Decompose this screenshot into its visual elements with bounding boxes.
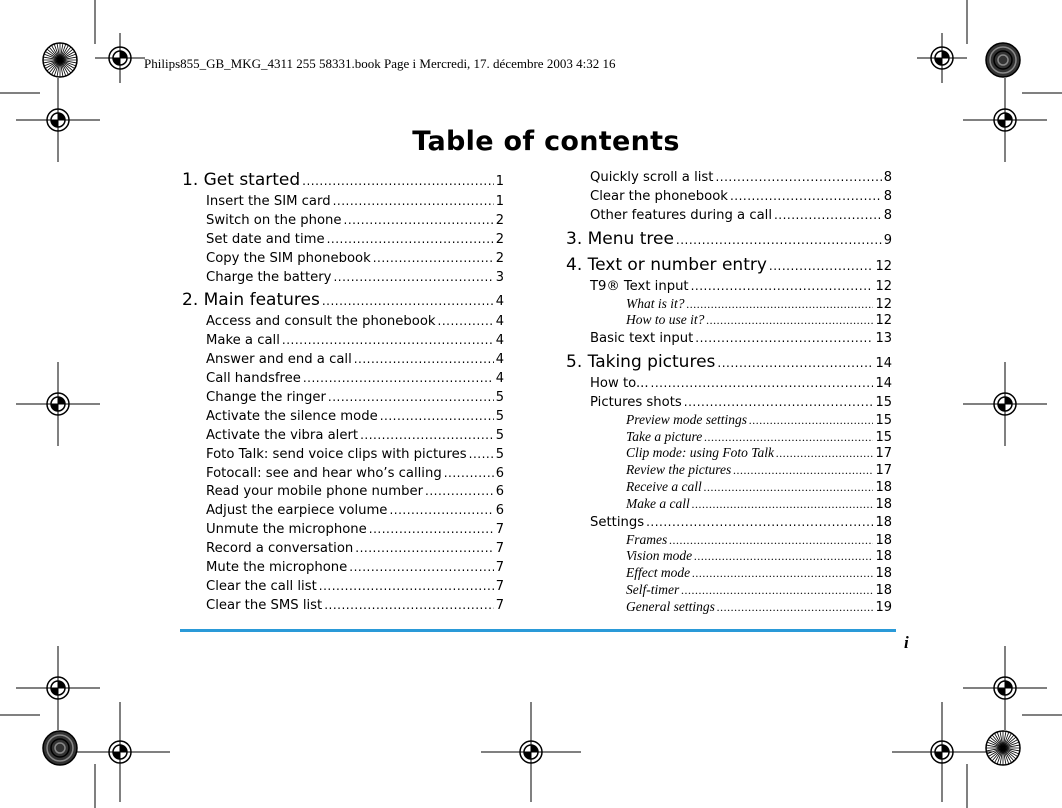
toc-entry[interactable]: [566, 479, 892, 496]
toc-entry-title: Answer and end a call: [206, 352, 352, 368]
toc-entry-page: 2: [495, 212, 504, 228]
toc-entry-title: Record a conversation: [206, 541, 354, 557]
registration-mark-icon: [70, 702, 170, 802]
footer-rule: [180, 629, 896, 632]
toc-entry-page: 1: [495, 174, 504, 189]
toc-entry-title: Switch on the phone: [206, 212, 342, 228]
star-target-icon: [43, 43, 77, 77]
registration-mark-icon: [16, 646, 100, 730]
toc-entry-page: 15: [875, 429, 892, 445]
toc-entry-page: 5: [495, 390, 504, 406]
toc-entry[interactable]: [182, 268, 504, 287]
toc-entry-page: 14: [875, 376, 892, 392]
toc-entry-title: How to use it?: [626, 312, 705, 328]
toc-entry[interactable]: [182, 369, 504, 388]
toc-entry-title: Frames: [626, 531, 668, 547]
dot-leader: [774, 206, 882, 225]
dot-leader: [717, 599, 874, 616]
toc-entry-page: 12: [875, 278, 892, 294]
toc-entry-title: Take a picture: [626, 428, 703, 444]
toc-entry[interactable]: [566, 350, 892, 374]
toc-entry-page: 5: [495, 446, 504, 462]
toc-entry-title: Make a call: [626, 495, 690, 511]
toc-entry-page: 4: [495, 352, 504, 368]
dot-leader: [328, 388, 494, 407]
toc-entry[interactable]: [182, 520, 504, 539]
toc-entry-title: Self-timer: [626, 581, 680, 597]
toc-entry[interactable]: [566, 393, 892, 412]
dot-leader: [302, 169, 494, 193]
toc-entry-title: What is it?: [626, 295, 685, 311]
toc-entry[interactable]: [182, 539, 504, 558]
toc-entry[interactable]: [566, 548, 892, 565]
dot-leader: [319, 577, 494, 596]
toc-entry-page: 3: [495, 269, 504, 285]
toc-entry[interactable]: [182, 577, 504, 596]
toc-entry-title: Copy the SIM phonebook: [206, 250, 371, 266]
dot-leader: [695, 329, 873, 348]
toc-entry[interactable]: [566, 277, 892, 296]
dot-leader: [389, 501, 493, 520]
dot-leader: [425, 482, 494, 501]
toc-entry-title: Charge the battery: [206, 269, 332, 285]
toc-entry-title: Quickly scroll a list: [590, 170, 714, 185]
toc-entry[interactable]: [182, 331, 504, 350]
toc-entry[interactable]: [182, 168, 504, 192]
dot-leader: [282, 331, 494, 350]
registration-mark-icon: [892, 702, 992, 802]
toc-entry[interactable]: [182, 192, 504, 211]
toc-entry[interactable]: [182, 388, 504, 407]
toc-entry[interactable]: [182, 464, 504, 483]
toc-entry-title: 1. Get started: [182, 170, 301, 190]
toc-entry-page: 17: [875, 446, 892, 462]
toc-entry-page: 12: [875, 296, 892, 312]
toc-entry[interactable]: [566, 296, 892, 313]
toc-entry-page: 7: [495, 597, 504, 613]
toc-entry[interactable]: [566, 565, 892, 582]
toc-entry-page: 9: [883, 232, 892, 248]
toc-entry[interactable]: [182, 350, 504, 369]
toc-entry-title: Mute the microphone: [206, 560, 348, 576]
toc-entry-title: Vision mode: [626, 548, 693, 564]
toc-entry-page: 4: [495, 294, 504, 310]
toc-entry-title: Fotocall: see and hear who’s calling: [206, 465, 442, 481]
toc-entry-page: 13: [875, 331, 892, 347]
toc-entry-title: Unmute the microphone: [206, 522, 367, 538]
dot-leader: [355, 539, 493, 558]
toc-entry[interactable]: [182, 426, 504, 445]
toc-entry-title: Effect mode: [626, 565, 691, 581]
toc-entry-page: 18: [875, 532, 892, 548]
toc-entry[interactable]: [182, 407, 504, 426]
dot-leader: [684, 393, 874, 412]
registration-mark-icon: [16, 362, 100, 446]
dot-leader: [687, 296, 874, 313]
toc-entry[interactable]: [566, 532, 892, 549]
toc-entry[interactable]: [182, 211, 504, 230]
registration-mark-icon: [481, 702, 581, 802]
toc-entry[interactable]: [182, 249, 504, 268]
toc-entry-title: 4. Text or number entry: [566, 254, 767, 275]
toc-entry[interactable]: [566, 187, 892, 206]
toc-entry[interactable]: [182, 312, 504, 331]
toc-entry-page: 19: [875, 599, 892, 615]
pattern-target-icon: [986, 43, 1020, 77]
dot-leader: [704, 429, 873, 446]
toc-entry[interactable]: [566, 168, 892, 187]
toc-entry-title: Review the pictures: [626, 462, 732, 478]
toc-entry[interactable]: [566, 496, 892, 513]
dot-leader: [322, 289, 494, 313]
dot-leader: [730, 187, 882, 206]
toc-entry[interactable]: [566, 412, 892, 429]
toc-entry-page: 4: [495, 371, 504, 387]
toc-entry[interactable]: [182, 230, 504, 249]
toc-entry[interactable]: [182, 558, 504, 577]
toc-entry-page: 7: [495, 560, 504, 576]
toc-entry-title: Foto Talk: send voice clips with pictures: [206, 446, 467, 462]
toc-entry[interactable]: [182, 501, 504, 520]
toc-entry-title: Clear the phonebook: [590, 188, 728, 204]
toc-entry-title: Set date and time: [206, 231, 325, 247]
dot-leader: [369, 520, 494, 539]
dot-leader: [733, 462, 873, 479]
registration-mark-icon: [963, 362, 1047, 446]
dot-leader: [651, 374, 874, 393]
toc-entry-title: Preview mode settings: [626, 411, 747, 427]
dot-leader: [344, 211, 494, 230]
toc-entry-title: Call handsfree: [206, 371, 301, 387]
toc-entry[interactable]: [566, 429, 892, 446]
dot-leader: [691, 277, 874, 296]
toc-entry-title: Adjust the earpiece volume: [206, 503, 388, 519]
toc-entry-title: Read your mobile phone number: [206, 484, 424, 500]
toc-entry-page: 12: [875, 258, 892, 274]
toc-entry[interactable]: [182, 482, 504, 501]
toc-entry-page: 2: [495, 250, 504, 266]
toc-entry-page: 7: [495, 541, 504, 557]
toc-right-column: [566, 168, 892, 615]
toc-entry-page: 8: [883, 207, 892, 223]
toc-entry-title: T9® Text input: [590, 278, 689, 294]
dot-leader: [692, 565, 873, 582]
toc-entry-page: 6: [495, 465, 504, 481]
toc-entry-page: 18: [875, 480, 892, 496]
dot-leader: [692, 496, 874, 513]
toc-entry-title: Basic text input: [590, 331, 694, 347]
toc-entry-page: 4: [495, 333, 504, 349]
toc-entry-title: Clear the SMS list: [206, 597, 323, 613]
dot-leader: [706, 312, 873, 329]
dot-leader: [380, 407, 494, 426]
toc-entry-page: 18: [875, 582, 892, 598]
dot-leader: [681, 582, 873, 599]
toc-entry-title: Activate the vibra alert: [206, 427, 359, 443]
dot-leader: [360, 426, 494, 445]
toc-entry[interactable]: [566, 374, 892, 393]
dot-leader: [749, 412, 873, 429]
dot-leader: [704, 479, 874, 496]
pattern-target-icon: [43, 731, 77, 765]
toc-entry-page: 18: [875, 549, 892, 565]
toc-entry-title: Other features during a call: [590, 207, 772, 223]
dot-leader: [646, 513, 873, 532]
toc-entry-page: 12: [875, 313, 892, 329]
toc-entry-page: 17: [875, 463, 892, 479]
dot-leader: [694, 548, 873, 565]
toc-entry[interactable]: [566, 582, 892, 599]
dot-leader: [373, 249, 494, 268]
registration-mark-icon: [917, 33, 967, 83]
toc-entry-title: Receive a call: [626, 479, 702, 495]
toc-entry-page: 7: [495, 578, 504, 594]
page-number: i: [904, 633, 909, 652]
toc-entry-title: 5. Taking pictures: [566, 352, 716, 373]
toc-entry-title: Activate the silence mode: [206, 408, 378, 424]
toc-entry-page: 8: [883, 170, 892, 185]
toc-entry-page: 18: [875, 566, 892, 582]
toc-entry-page: 18: [875, 514, 892, 530]
toc-entry[interactable]: [566, 312, 892, 329]
toc-entry-page: 6: [495, 503, 504, 519]
toc-entry[interactable]: [566, 513, 892, 532]
toc-entry-title: How to...: [590, 376, 649, 392]
dot-leader: [324, 596, 494, 615]
toc-entry[interactable]: [566, 253, 892, 277]
dot-leader: [333, 268, 493, 287]
toc-entry[interactable]: [182, 445, 504, 464]
toc-entry-page: 7: [495, 522, 504, 538]
dot-leader: [769, 254, 874, 278]
registration-mark-icon: [963, 646, 1047, 730]
toc-left-column: [182, 168, 504, 615]
dot-leader: [669, 532, 873, 549]
book-header-info: Philips855_GB_MKG_4311 255 58331.book Page i Mercredi, 17. décembre 2003 4:32 16: [144, 56, 616, 71]
dot-leader: [438, 312, 494, 331]
toc-entry-title: Pictures shots: [590, 394, 682, 410]
star-target-icon: [986, 731, 1020, 765]
toc-entry-page: 2: [495, 231, 504, 247]
toc-entry-title: Clip mode: using Foto Talk: [626, 445, 775, 461]
toc-entry-page: 1: [495, 194, 504, 209]
dot-leader: [333, 192, 494, 211]
registration-mark-icon: [95, 33, 145, 83]
toc-entry-title: Clear the call list: [206, 578, 317, 594]
dot-leader: [676, 228, 882, 252]
toc-entry-title: General settings: [626, 598, 715, 614]
dot-leader: [717, 351, 873, 375]
dot-leader: [349, 558, 493, 577]
toc-entry-page: 5: [495, 427, 504, 443]
toc-entry[interactable]: [566, 599, 892, 616]
toc-entry[interactable]: [566, 462, 892, 479]
toc-entry-title: Insert the SIM card: [206, 194, 331, 209]
toc-entry-page: 15: [875, 412, 892, 428]
toc-entry[interactable]: [566, 445, 892, 462]
dot-leader: [354, 350, 494, 369]
toc-entry-title: 3. Menu tree: [566, 228, 674, 249]
dot-leader: [715, 168, 881, 187]
toc-entry-page: 8: [883, 188, 892, 204]
toc-entry-page: 5: [495, 408, 504, 424]
toc-entry[interactable]: [566, 206, 892, 225]
dot-leader: [776, 445, 873, 462]
toc-entry-title: Access and consult the phonebook: [206, 314, 436, 330]
toc-entry-page: 4: [495, 314, 504, 330]
page-title: Table of contents: [412, 126, 680, 157]
toc-entry[interactable]: [182, 288, 504, 312]
dot-leader: [327, 230, 494, 249]
dot-leader: [469, 445, 494, 464]
toc-entry-page: 6: [495, 484, 504, 500]
toc-entry[interactable]: [182, 596, 504, 615]
toc-entry[interactable]: [566, 329, 892, 348]
toc-entry-page: 14: [875, 356, 892, 372]
toc-entry-title: Change the ringer: [206, 390, 326, 406]
toc-entry-title: Settings: [590, 514, 645, 530]
toc-entry[interactable]: [566, 227, 892, 251]
toc-entry-title: 2. Main features: [182, 290, 320, 311]
toc-entry-title: Make a call: [206, 333, 280, 349]
toc-entry-page: 15: [875, 394, 892, 410]
dot-leader: [444, 464, 494, 483]
dot-leader: [303, 369, 494, 388]
toc-entry-page: 18: [875, 496, 892, 512]
